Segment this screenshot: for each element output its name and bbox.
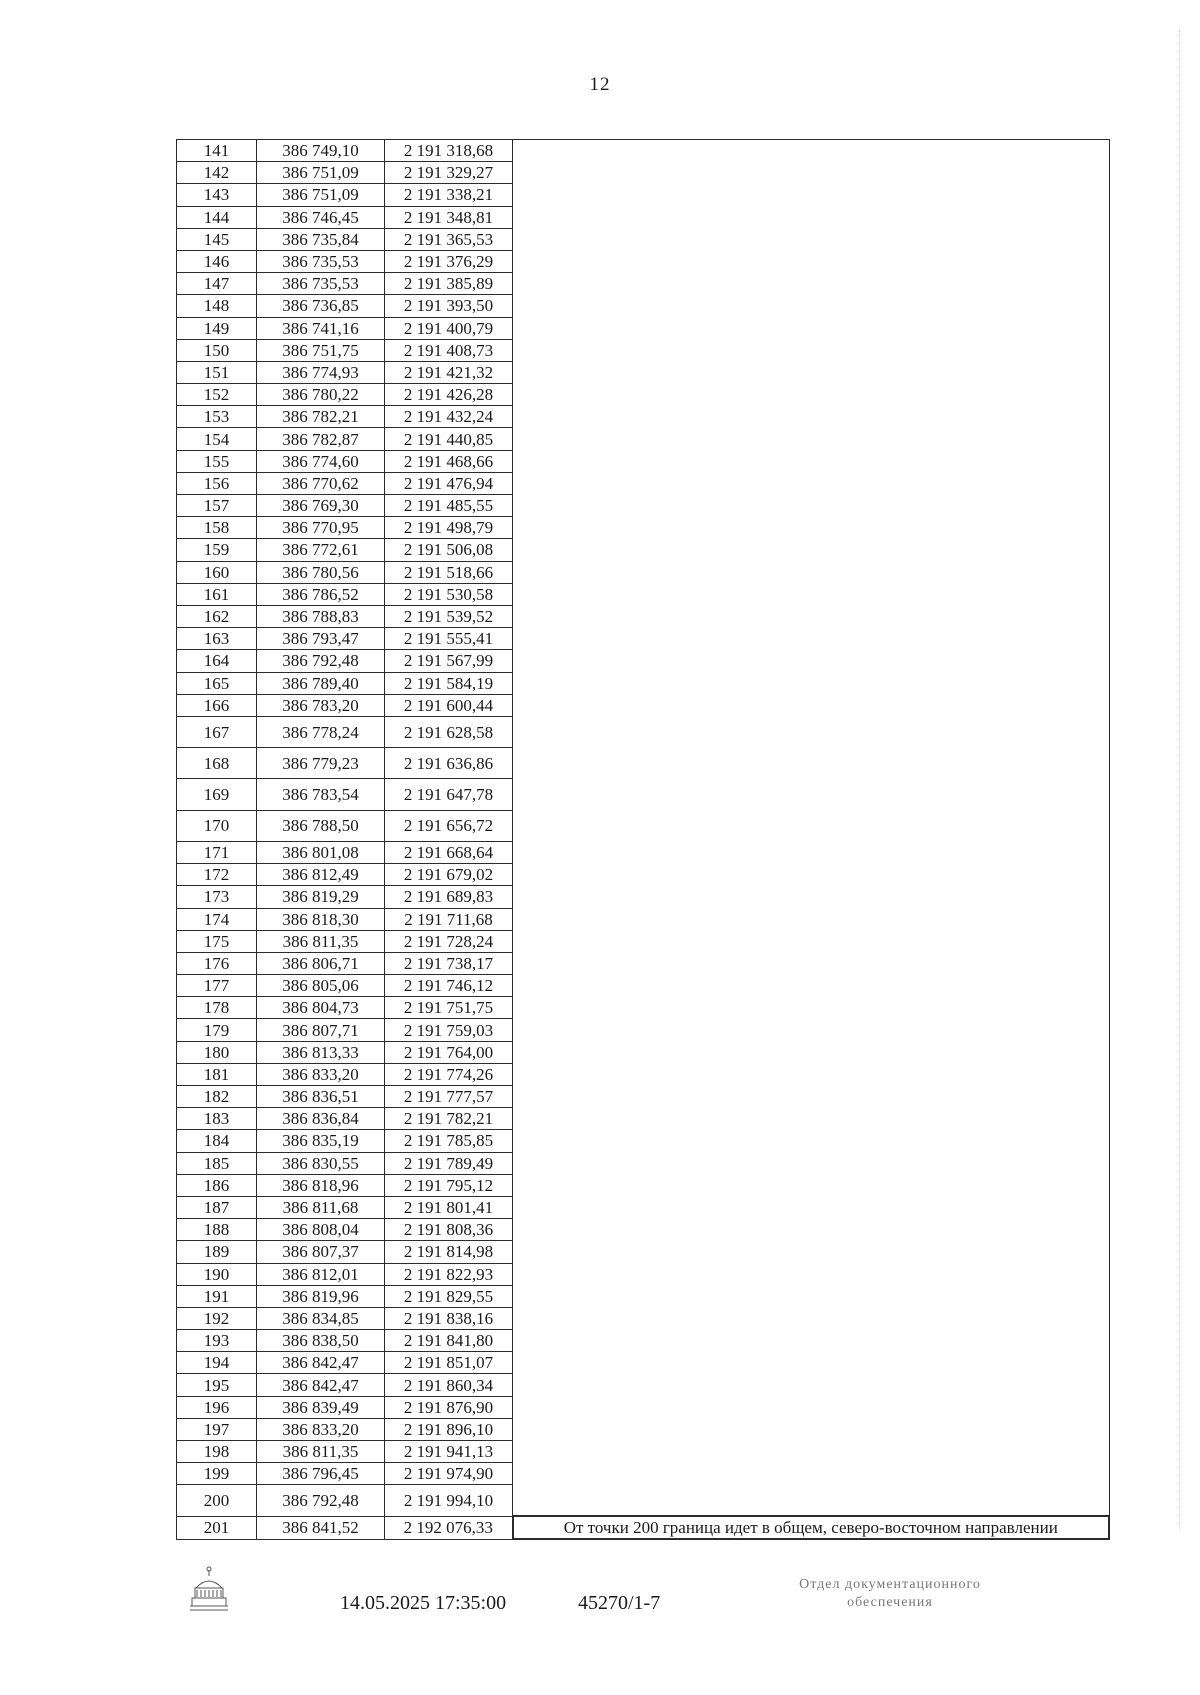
point-number-cell: 177 (177, 975, 257, 997)
x-coordinate-cell: 386 807,71 (257, 1019, 385, 1041)
x-coordinate-cell: 386 741,16 (257, 317, 385, 339)
point-number-cell: 145 (177, 228, 257, 250)
x-coordinate-cell: 386 812,49 (257, 864, 385, 886)
point-number-cell: 188 (177, 1219, 257, 1241)
y-coordinate-cell: 2 191 628,58 (385, 716, 513, 747)
point-number-cell: 190 (177, 1263, 257, 1285)
point-number-cell: 149 (177, 317, 257, 339)
x-coordinate-cell: 386 780,56 (257, 561, 385, 583)
footer-department (740, 1576, 1040, 1612)
point-number-cell: 142 (177, 162, 257, 184)
x-coordinate-cell: 386 842,47 (257, 1352, 385, 1374)
point-number-cell: 199 (177, 1463, 257, 1485)
y-coordinate-cell: 2 191 759,03 (385, 1019, 513, 1041)
x-coordinate-cell: 386 779,23 (257, 748, 385, 779)
x-coordinate-cell: 386 812,01 (257, 1263, 385, 1285)
y-coordinate-cell: 2 191 838,16 (385, 1307, 513, 1329)
y-coordinate-cell: 2 191 785,85 (385, 1130, 513, 1152)
point-number-cell: 161 (177, 583, 257, 605)
x-coordinate-cell: 386 833,20 (257, 1063, 385, 1085)
x-coordinate-cell: 386 774,60 (257, 450, 385, 472)
x-coordinate-cell: 386 788,83 (257, 605, 385, 627)
point-number-cell: 180 (177, 1041, 257, 1063)
x-coordinate-cell: 386 806,71 (257, 952, 385, 974)
point-number-cell: 150 (177, 339, 257, 361)
x-coordinate-cell: 386 807,37 (257, 1241, 385, 1263)
y-coordinate-cell: 2 191 393,50 (385, 295, 513, 317)
x-coordinate-cell: 386 805,06 (257, 975, 385, 997)
description-cell: От точки 200 граница идет в общем, северо-восточном направлении (513, 1516, 1110, 1539)
x-coordinate-cell: 386 751,09 (257, 184, 385, 206)
x-coordinate-cell: 386 836,51 (257, 1086, 385, 1108)
point-number-cell: 182 (177, 1086, 257, 1108)
x-coordinate-cell: 386 788,50 (257, 810, 385, 841)
point-number-cell: 198 (177, 1441, 257, 1463)
y-coordinate-cell: 2 191 814,98 (385, 1241, 513, 1263)
y-coordinate-cell: 2 191 555,41 (385, 628, 513, 650)
y-coordinate-cell: 2 191 400,79 (385, 317, 513, 339)
point-number-cell: 173 (177, 886, 257, 908)
point-number-cell: 201 (177, 1516, 257, 1539)
x-coordinate-cell: 386 835,19 (257, 1130, 385, 1152)
coordinates-table-body (177, 140, 1110, 1540)
point-number-cell: 175 (177, 930, 257, 952)
y-coordinate-cell: 2 191 668,64 (385, 841, 513, 863)
x-coordinate-cell: 386 736,85 (257, 295, 385, 317)
x-coordinate-cell: 386 842,47 (257, 1374, 385, 1396)
y-coordinate-cell: 2 191 795,12 (385, 1174, 513, 1196)
point-number-cell: 178 (177, 997, 257, 1019)
y-coordinate-cell: 2 191 329,27 (385, 162, 513, 184)
y-coordinate-cell: 2 191 782,21 (385, 1108, 513, 1130)
point-number-cell: 141 (177, 140, 257, 162)
y-coordinate-cell: 2 191 421,32 (385, 361, 513, 383)
point-number-cell: 159 (177, 539, 257, 561)
point-number-cell: 154 (177, 428, 257, 450)
point-number-cell: 165 (177, 672, 257, 694)
x-coordinate-cell: 386 735,53 (257, 250, 385, 272)
y-coordinate-cell: 2 191 777,57 (385, 1086, 513, 1108)
x-coordinate-cell: 386 783,54 (257, 779, 385, 810)
y-coordinate-cell: 2 191 656,72 (385, 810, 513, 841)
y-coordinate-cell: 2 191 600,44 (385, 694, 513, 716)
footer-dept-line2: обеспечения (847, 1595, 933, 1611)
x-coordinate-cell: 386 782,87 (257, 428, 385, 450)
y-coordinate-cell: 2 191 498,79 (385, 517, 513, 539)
y-coordinate-cell: 2 191 746,12 (385, 975, 513, 997)
x-coordinate-cell: 386 780,22 (257, 384, 385, 406)
y-coordinate-cell: 2 191 530,58 (385, 583, 513, 605)
point-number-cell: 183 (177, 1108, 257, 1130)
y-coordinate-cell: 2 191 876,90 (385, 1396, 513, 1418)
point-number-cell: 143 (177, 184, 257, 206)
point-number-cell: 169 (177, 779, 257, 810)
point-number-cell: 200 (177, 1485, 257, 1516)
x-coordinate-cell: 386 746,45 (257, 206, 385, 228)
y-coordinate-cell: 2 191 829,55 (385, 1285, 513, 1307)
y-coordinate-cell: 2 191 408,73 (385, 339, 513, 361)
y-coordinate-cell: 2 191 689,83 (385, 886, 513, 908)
point-number-cell: 171 (177, 841, 257, 863)
y-coordinate-cell: 2 191 801,41 (385, 1196, 513, 1218)
point-number-cell: 186 (177, 1174, 257, 1196)
x-coordinate-cell: 386 735,84 (257, 228, 385, 250)
y-coordinate-cell: 2 191 440,85 (385, 428, 513, 450)
y-coordinate-cell: 2 191 432,24 (385, 406, 513, 428)
point-number-cell: 160 (177, 561, 257, 583)
x-coordinate-cell: 386 811,35 (257, 1441, 385, 1463)
point-number-cell: 168 (177, 748, 257, 779)
point-number-cell: 163 (177, 628, 257, 650)
x-coordinate-cell: 386 770,95 (257, 517, 385, 539)
y-coordinate-cell: 2 191 318,68 (385, 140, 513, 162)
y-coordinate-cell: 2 191 647,78 (385, 779, 513, 810)
point-number-cell: 197 (177, 1418, 257, 1440)
point-number-cell: 167 (177, 716, 257, 747)
y-coordinate-cell: 2 191 485,55 (385, 495, 513, 517)
point-number-cell: 158 (177, 517, 257, 539)
x-coordinate-cell: 386 801,08 (257, 841, 385, 863)
y-coordinate-cell: 2 191 468,66 (385, 450, 513, 472)
y-coordinate-cell: 2 191 348,81 (385, 206, 513, 228)
y-coordinate-cell: 2 191 567,99 (385, 650, 513, 672)
point-number-cell: 170 (177, 810, 257, 841)
y-coordinate-cell: 2 191 974,90 (385, 1463, 513, 1485)
y-coordinate-cell: 2 191 851,07 (385, 1352, 513, 1374)
x-coordinate-cell: 386 769,30 (257, 495, 385, 517)
y-coordinate-cell: 2 191 738,17 (385, 952, 513, 974)
point-number-cell: 176 (177, 952, 257, 974)
y-coordinate-cell: 2 191 476,94 (385, 472, 513, 494)
x-coordinate-cell: 386 818,96 (257, 1174, 385, 1196)
x-coordinate-cell: 386 838,50 (257, 1330, 385, 1352)
x-coordinate-cell: 386 793,47 (257, 628, 385, 650)
y-coordinate-cell: 2 191 822,93 (385, 1263, 513, 1285)
description-cell-blank (513, 140, 1110, 1517)
y-coordinate-cell: 2 191 764,00 (385, 1041, 513, 1063)
x-coordinate-cell: 386 735,53 (257, 273, 385, 295)
point-number-cell: 147 (177, 273, 257, 295)
x-coordinate-cell: 386 804,73 (257, 997, 385, 1019)
table-row (177, 140, 1110, 162)
coordinates-table (176, 139, 1110, 1540)
y-coordinate-cell: 2 191 728,24 (385, 930, 513, 952)
y-coordinate-cell: 2 191 365,53 (385, 228, 513, 250)
footer-doc-number: 45270/1-7 (578, 1592, 661, 1614)
y-coordinate-cell: 2 191 636,86 (385, 748, 513, 779)
x-coordinate-cell: 386 789,40 (257, 672, 385, 694)
point-number-cell: 157 (177, 495, 257, 517)
x-coordinate-cell: 386 836,84 (257, 1108, 385, 1130)
y-coordinate-cell: 2 191 896,10 (385, 1418, 513, 1440)
y-coordinate-cell: 2 191 506,08 (385, 539, 513, 561)
y-coordinate-cell: 2 191 751,75 (385, 997, 513, 1019)
x-coordinate-cell: 386 782,21 (257, 406, 385, 428)
footer-datetime: 14.05.2025 17:35:00 (340, 1592, 507, 1614)
x-coordinate-cell: 386 839,49 (257, 1396, 385, 1418)
point-number-cell: 164 (177, 650, 257, 672)
x-coordinate-cell: 386 813,33 (257, 1041, 385, 1063)
y-coordinate-cell: 2 191 994,10 (385, 1485, 513, 1516)
x-coordinate-cell: 386 819,29 (257, 886, 385, 908)
x-coordinate-cell: 386 834,85 (257, 1307, 385, 1329)
x-coordinate-cell: 386 811,35 (257, 930, 385, 952)
x-coordinate-cell: 386 818,30 (257, 908, 385, 930)
y-coordinate-cell: 2 191 789,49 (385, 1152, 513, 1174)
y-coordinate-cell: 2 191 338,21 (385, 184, 513, 206)
page-number: 12 (589, 74, 611, 95)
x-coordinate-cell: 386 830,55 (257, 1152, 385, 1174)
x-coordinate-cell: 386 749,10 (257, 140, 385, 162)
y-coordinate-cell: 2 191 376,29 (385, 250, 513, 272)
point-number-cell: 174 (177, 908, 257, 930)
y-coordinate-cell: 2 191 860,34 (385, 1374, 513, 1396)
point-number-cell: 192 (177, 1307, 257, 1329)
x-coordinate-cell: 386 751,75 (257, 339, 385, 361)
point-number-cell: 152 (177, 384, 257, 406)
table-row (177, 1516, 1110, 1539)
point-number-cell: 146 (177, 250, 257, 272)
x-coordinate-cell: 386 811,68 (257, 1196, 385, 1218)
x-coordinate-cell: 386 774,93 (257, 361, 385, 383)
y-coordinate-cell: 2 192 076,33 (385, 1516, 513, 1539)
point-number-cell: 166 (177, 694, 257, 716)
x-coordinate-cell: 386 796,45 (257, 1463, 385, 1485)
point-number-cell: 184 (177, 1130, 257, 1152)
point-number-cell: 185 (177, 1152, 257, 1174)
point-number-cell: 181 (177, 1063, 257, 1085)
x-coordinate-cell: 386 792,48 (257, 650, 385, 672)
point-number-cell: 144 (177, 206, 257, 228)
point-number-cell: 196 (177, 1396, 257, 1418)
point-number-cell: 187 (177, 1196, 257, 1218)
x-coordinate-cell: 386 751,09 (257, 162, 385, 184)
y-coordinate-cell: 2 191 941,13 (385, 1441, 513, 1463)
x-coordinate-cell: 386 808,04 (257, 1219, 385, 1241)
y-coordinate-cell: 2 191 808,36 (385, 1219, 513, 1241)
x-coordinate-cell: 386 786,52 (257, 583, 385, 605)
point-number-cell: 162 (177, 605, 257, 627)
point-number-cell: 193 (177, 1330, 257, 1352)
point-number-cell: 191 (177, 1285, 257, 1307)
point-number-cell: 179 (177, 1019, 257, 1041)
point-number-cell: 189 (177, 1241, 257, 1263)
y-coordinate-cell: 2 191 539,52 (385, 605, 513, 627)
y-coordinate-cell: 2 191 385,89 (385, 273, 513, 295)
x-coordinate-cell: 386 778,24 (257, 716, 385, 747)
y-coordinate-cell: 2 191 584,19 (385, 672, 513, 694)
point-number-cell: 195 (177, 1374, 257, 1396)
scan-edge-marks (1179, 30, 1192, 1530)
point-number-cell: 156 (177, 472, 257, 494)
x-coordinate-cell: 386 841,52 (257, 1516, 385, 1539)
y-coordinate-cell: 2 191 774,26 (385, 1063, 513, 1085)
x-coordinate-cell: 386 772,61 (257, 539, 385, 561)
x-coordinate-cell: 386 819,96 (257, 1285, 385, 1307)
point-number-cell: 151 (177, 361, 257, 383)
y-coordinate-cell: 2 191 518,66 (385, 561, 513, 583)
point-number-cell: 148 (177, 295, 257, 317)
point-number-cell: 155 (177, 450, 257, 472)
point-number-cell: 194 (177, 1352, 257, 1374)
point-number-cell: 153 (177, 406, 257, 428)
footer-dept-line1: Отдел документационного (799, 1577, 981, 1592)
x-coordinate-cell: 386 833,20 (257, 1418, 385, 1440)
point-number-cell: 172 (177, 864, 257, 886)
y-coordinate-cell: 2 191 711,68 (385, 908, 513, 930)
y-coordinate-cell: 2 191 679,02 (385, 864, 513, 886)
y-coordinate-cell: 2 191 426,28 (385, 384, 513, 406)
x-coordinate-cell: 386 770,62 (257, 472, 385, 494)
x-coordinate-cell: 386 792,48 (257, 1485, 385, 1516)
y-coordinate-cell: 2 191 841,80 (385, 1330, 513, 1352)
x-coordinate-cell: 386 783,20 (257, 694, 385, 716)
emblem-icon (186, 1566, 232, 1616)
